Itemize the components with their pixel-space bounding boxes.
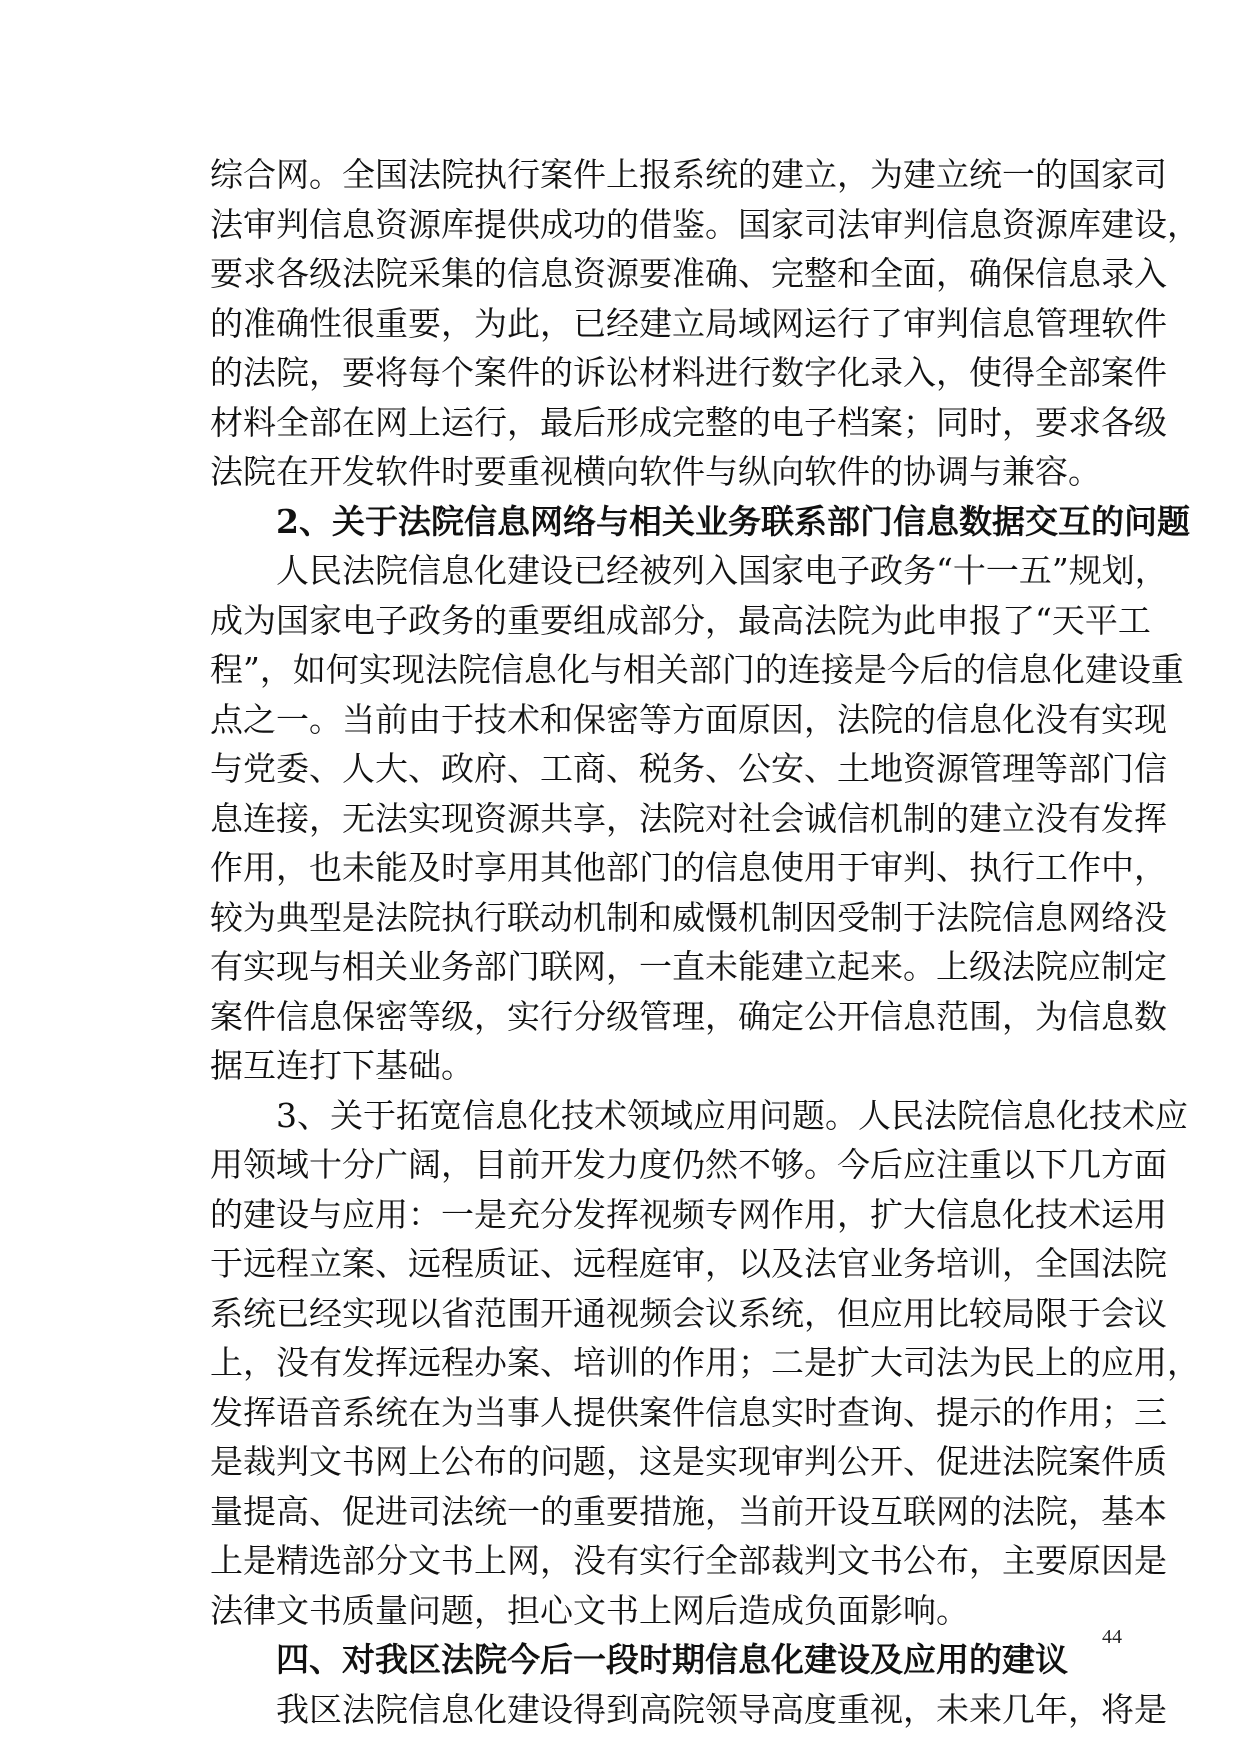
body-text-line: 法律文书质量问题，担心文书上网后造成负面影响。 (210, 1590, 969, 1630)
body-text-line: 我区法院信息化建设得到高院领导高度重视，未来几年，将是 (276, 1689, 1167, 1729)
body-text-line: 综合网。全国法院执行案件上报系统的建立，为建立统一的国家司 (210, 155, 1167, 194)
body-text-line: 成为国家电子政务的重要组成部分，最高法院为此申报了“天平工 (210, 600, 1151, 640)
section-heading-2: 2、关于法院信息网络与相关业务联系部门信息数据交互的问题 (276, 501, 1190, 541)
body-text-line: 用领域十分广阔，目前开发力度仍然不够。今后应注重以下几方面 (210, 1145, 1167, 1184)
body-text-line: 是裁判文书网上公布的问题，这是实现审判公开、促进法院案件质 (210, 1442, 1167, 1481)
body-text-line: 有实现与相关业务部门联网，一直未能建立起来。上级法院应制定 (210, 947, 1167, 986)
body-text-line: 程”，如何实现法院信息化与相关部门的连接是今后的信息化建设重 (210, 650, 1184, 689)
body-text-line: 法审判信息资源库提供成功的借鉴。国家司法审判信息资源库建设， (210, 204, 1200, 244)
body-text-line: 3、关于拓宽信息化技术领域应用问题。人民法院信息化技术应 (276, 1095, 1188, 1135)
body-text-line: 材料全部在网上运行，最后形成完整的电子档案；同时，要求各级 (210, 402, 1167, 442)
document-page (210, 150, 1200, 1734)
body-text-line: 系统已经实现以省范围开通视频会议系统，但应用比较局限于会议 (210, 1293, 1167, 1333)
body-text-line: 上是精选部分文书上网，没有实行全部裁判文书公布，主要原因是 (210, 1541, 1167, 1580)
body-text-line: 法院在开发软件时要重视横向软件与纵向软件的协调与兼容。 (210, 452, 1101, 491)
body-text-line: 据互连打下基础。 (210, 1046, 474, 1085)
body-text-line: 点之一。当前由于技术和保密等方面原因，法院的信息化没有实现 (210, 699, 1167, 739)
body-text-line: 量提高、促进司法统一的重要措施，当前开设互联网的法院，基本 (210, 1491, 1167, 1531)
page-number: 44 (1102, 1626, 1122, 1648)
body-text-line: 的法院，要将每个案件的诉讼材料进行数字化录入，使得全部案件 (210, 353, 1167, 392)
body-text-line: 发挥语音系统在为当事人提供案件信息实时查询、提示的作用；三 (210, 1392, 1167, 1432)
body-text-line: 息连接，无法实现资源共享，法院对社会诚信机制的建立没有发挥 (210, 798, 1167, 838)
body-text-line: 上，没有发挥远程办案、培训的作用；二是扩大司法为民上的应用， (210, 1343, 1200, 1382)
body-text-line: 的准确性很重要，为此，已经建立局域网运行了审判信息管理软件 (210, 303, 1167, 343)
body-text-line: 与党委、人大、政府、工商、税务、公安、土地资源管理等部门信 (210, 749, 1167, 788)
body-text-line: 的建设与应用：一是充分发挥视频专网作用，扩大信息化技术运用 (210, 1194, 1167, 1234)
body-text-line: 作用，也未能及时享用其他部门的信息使用于审判、执行工作中， (210, 848, 1167, 887)
section-heading-4: 四、对我区法院今后一段时期信息化建设及应用的建议 (276, 1640, 1068, 1679)
body-text-line: 较为典型是法院执行联动机制和威慑机制因受制于法院信息网络没 (210, 897, 1167, 937)
body-text-line: 案件信息保密等级，实行分级管理，确定公开信息范围，为信息数 (210, 996, 1167, 1036)
body-text-line: 要求各级法院采集的信息资源要准确、完整和全面，确保信息录入 (210, 254, 1167, 293)
body-text-line: 于远程立案、远程质证、远程庭审，以及法官业务培训，全国法院 (210, 1244, 1167, 1283)
body-text-line: 人民法院信息化建设已经被列入国家电子政务“十一五”规划， (276, 551, 1168, 590)
